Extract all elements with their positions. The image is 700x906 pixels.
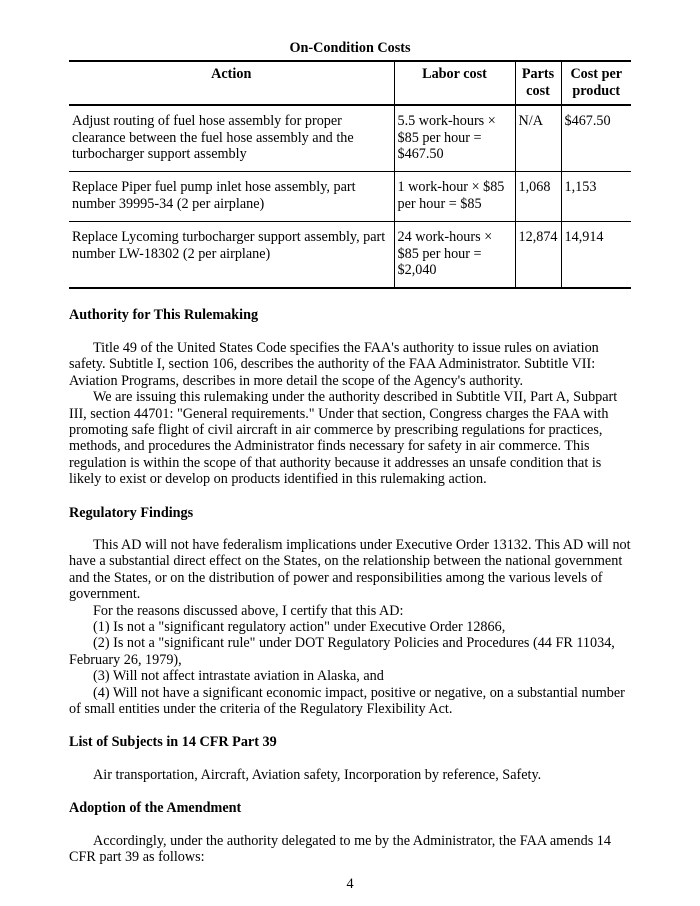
findings-item-3: (3) Will not affect intrastate aviation in Alaska, and [93, 668, 384, 685]
adoption-heading: Adoption of the Amendment [69, 800, 242, 817]
costs-table [69, 60, 631, 289]
column-header-action: Action [211, 66, 252, 83]
adoption-text: Accordingly, under the authority delegated to me by the Administrator, the FAA amends 14 CFR part 39 as follows: [69, 832, 611, 866]
findings-item-1: (1) Is not a "significant regulatory action" under Executive Order 12866, [93, 618, 506, 635]
cell-cost-per-product: 1,153 [561, 172, 631, 222]
table-header-row [69, 61, 631, 105]
findings-item-2: (2) Is not a "significant rule" under DOT Regulatory Policies and Procedures (44 FR 11034, February 26, 1979), [69, 635, 615, 668]
findings-item-4: (4) Will not have a significant economic impact, positive or negative, on a substantial number of small entities under the criteria of the Regulatory Flexibility Act. [69, 684, 625, 717]
cell-labor-cost: 5.5 work-hours × $85 per hour = $467.50 [394, 105, 515, 172]
findings-paragraph-2: For the reasons discussed above, I certify that this AD: [93, 602, 404, 619]
column-header-labor-cost: Labor cost [394, 61, 515, 105]
subjects-text: Air transportation, Aircraft, Aviation safety, Incorporation by reference, Safety. [93, 766, 542, 783]
table-caption: On-Condition Costs [289, 40, 411, 56]
cell-parts-cost: 12,874 [515, 222, 561, 289]
findings-paragraph-1: This AD will not have federalism implications under Executive Order 13132. This AD will not have a substantial direct effect on the States, on the relationship between the national government and the States, or on the distribution of power and responsibilities among the various levels of government. [69, 536, 631, 603]
page-content [69, 40, 631, 865]
cell-action: Adjust routing of fuel hose assembly for proper clearance between the fuel hose assembly and the turbocharger support assembly [72, 113, 354, 163]
column-header-parts-cost: Parts cost [515, 61, 561, 105]
authority-paragraph-1: Title 49 of the United States Code specifies the FAA's authority to issue rules on aviation safety. Subtitle I, section 106, describes the authority of the FAA Administrator. Subtitle VII: Aviation Programs, describes in more detail the scope of the Agency's authority. [69, 339, 599, 389]
table-row [69, 105, 631, 172]
authority-heading: Authority for This Rulemaking [69, 307, 259, 324]
cell-cost-per-product: 14,914 [561, 222, 631, 289]
cell-cost-per-product: $467.50 [561, 105, 631, 172]
cell-parts-cost: 1,068 [515, 172, 561, 222]
column-header-cost-per-product: Cost per product [561, 61, 631, 105]
cell-action: Replace Lycoming turbocharger support assembly, part number LW-18302 (2 per airplane) [72, 229, 386, 262]
subjects-heading: List of Subjects in 14 CFR Part 39 [69, 734, 277, 751]
table-row [69, 222, 631, 289]
cell-parts-cost: N/A [515, 105, 561, 172]
page-number: 4 [346, 876, 354, 892]
cell-labor-cost: 24 work-hours × $85 per hour = $2,040 [394, 222, 515, 289]
cell-labor-cost: 1 work-hour × $85 per hour = $85 [394, 172, 515, 222]
cell-action: Replace Piper fuel pump inlet hose assembly, part number 39995-34 (2 per airplane) [72, 179, 356, 212]
authority-paragraph-2: We are issuing this rulemaking under the authority described in Subtitle VII, Part A, Subpart III, section 44701: "General requirements." Under that section, Congress charges the FAA with promoting safe flight of civil aircraft in air commerce by prescribing regulations for practices, methods, and procedures the Administrator finds necessary for safety in air commerce. This regulation is within the scope of that authority because it addresses an unsafe condition that is likely to exist or develop on products identified in this rulemaking action. [69, 389, 618, 488]
table-row [69, 172, 631, 222]
findings-heading: Regulatory Findings [69, 504, 194, 521]
